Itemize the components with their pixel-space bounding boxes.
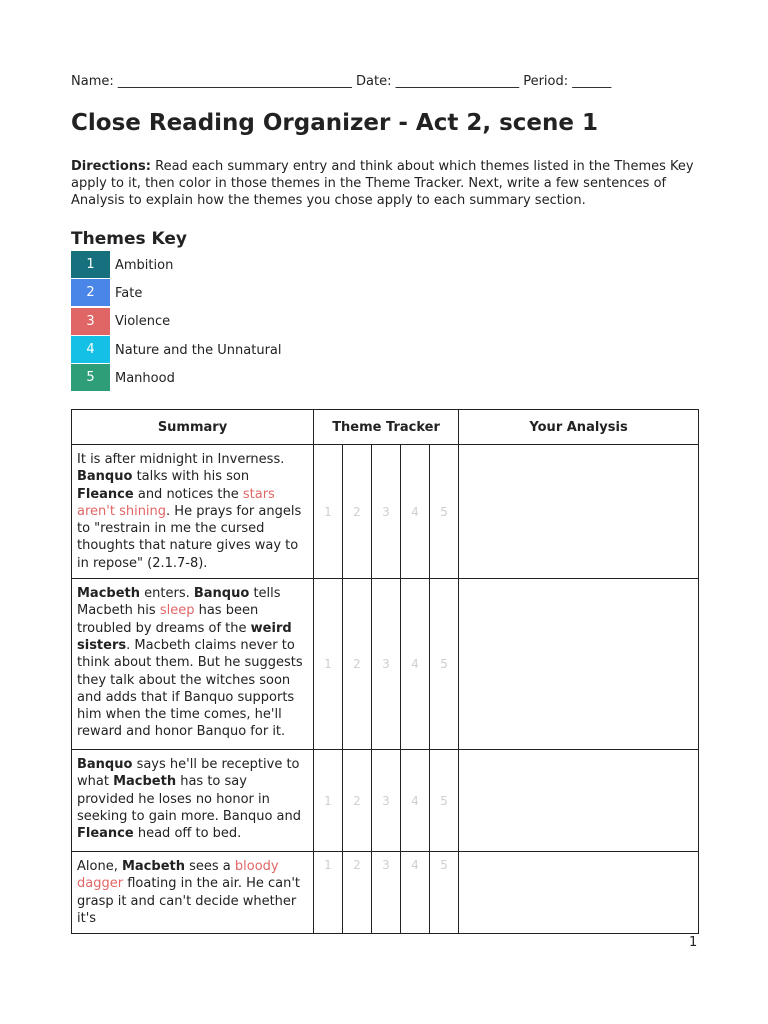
character-name: Macbeth [77,586,141,602]
theme-tracker-cell-2[interactable]: 2 [343,852,372,934]
character-name: weird sisters [77,620,292,653]
close-reading-table [71,409,699,934]
summary-text: It is after midnight in Inverness. [77,452,285,467]
summary-text: sees a [184,859,235,875]
summary-text: and notices the [133,486,243,502]
summary-cell [72,750,314,852]
theme-label: Nature and the Unnatural [115,342,282,358]
table-header-row [72,410,699,445]
analysis-cell[interactable] [459,852,699,934]
themes-key-title: Themes Key [71,229,187,249]
page-title: Close Reading Organizer - Act 2, scene 1 [71,110,599,136]
character-name: Fleance [77,486,134,502]
analysis-cell[interactable] [459,579,699,750]
theme-tracker-cell-5[interactable]: 5 [430,750,459,852]
table-row [72,445,699,579]
summary-cell [72,852,314,934]
theme-number-swatch: 2 [71,279,110,306]
theme-number-swatch: 1 [71,251,110,278]
name-date-period-line: Name: ____________________________________ Date: ___________________ Period: ______ [71,74,612,89]
theme-tracker-cell-1[interactable]: 1 [314,579,343,750]
summary-text: talks with his son [132,469,250,485]
table-row [72,852,699,934]
directions-label: Directions: [71,159,151,174]
analysis-header: Your Analysis [459,410,699,445]
theme-tracker-cell-3[interactable]: 3 [372,445,401,579]
theme-tracker-cell-5[interactable]: 5 [430,445,459,579]
theme-key-row [71,364,282,392]
summary-text: . He prays for angels to "restrain in me the cursed thoughts that nature gives way to in repose" (2.1.7-8). [77,503,302,571]
character-name: Macbeth [121,859,185,875]
summary-text: has been troubled by dreams of the [77,603,259,636]
theme-number-swatch: 3 [71,308,110,335]
summary-cell [72,445,314,579]
theme-tracker-cell-2[interactable]: 2 [343,445,372,579]
summary-text: head off to bed. [133,826,242,842]
summary-text: floating in the air. He can't grasp it and can't decide whether it's [77,876,301,926]
theme-tracker-cell-3[interactable]: 3 [372,579,401,750]
table-row [72,750,699,852]
directions [71,158,701,209]
summary-text: enters. [140,586,194,602]
character-name: Macbeth [113,774,177,790]
theme-tracker-cell-3[interactable]: 3 [372,750,401,852]
theme-tracker-cell-2[interactable]: 2 [343,579,372,750]
theme-tracker-cell-5[interactable]: 5 [430,852,459,934]
theme-tracker-header: Theme Tracker [314,410,459,445]
highlighted-phrase: sleep [159,603,195,619]
theme-label: Violence [115,314,171,330]
highlighted-phrase: stars aren't shining [77,486,275,519]
theme-tracker-cell-4[interactable]: 4 [401,852,430,934]
summary-text: . Macbeth claims never to think about them. But he suggests they talk about the witches soon and adds that if Banquo supports him when the time comes, he'll reward and honor Banquo for it. [77,637,303,740]
theme-tracker-cell-1[interactable]: 1 [314,445,343,579]
themes-key [71,251,282,392]
summary-text: tells Macbeth his [77,586,281,619]
analysis-cell[interactable] [459,445,699,579]
theme-tracker-cell-3[interactable]: 3 [372,852,401,934]
theme-tracker-cell-5[interactable]: 5 [430,579,459,750]
theme-label: Ambition [115,257,174,273]
theme-label: Fate [115,285,143,301]
theme-key-row [71,336,282,364]
character-name: Banquo [77,469,133,485]
summary-text: says he'll be receptive to what [77,757,300,790]
summary-text: has to say provided he loses no honor in seeking to gain more. Banquo and [77,774,302,824]
theme-tracker-cell-2[interactable]: 2 [343,750,372,852]
summary-cell [72,579,314,750]
analysis-cell[interactable] [459,750,699,852]
summary-text: Alone, [77,859,122,875]
directions-text: Read each summary entry and think about which themes listed in the Themes Key apply to it, then color in those themes in the Theme Tracker. Next, write a few sentences of Analysis to explain how the themes you chose apply to each summary section. [71,159,694,208]
table-row [72,579,699,750]
theme-number-swatch: 4 [71,336,110,363]
theme-key-row [71,279,282,307]
theme-tracker-cell-4[interactable]: 4 [401,750,430,852]
highlighted-phrase: bloody dagger [77,859,279,892]
character-name: Banquo [77,757,133,773]
theme-number-swatch: 5 [71,364,110,391]
character-name: Banquo [193,586,250,602]
character-name: Fleance [77,826,134,842]
theme-tracker-cell-1[interactable]: 1 [314,852,343,934]
summary-header: Summary [72,410,314,445]
theme-key-row [71,308,282,336]
theme-label: Manhood [115,370,175,386]
theme-tracker-cell-1[interactable]: 1 [314,750,343,852]
theme-tracker-cell-4[interactable]: 4 [401,579,430,750]
page-number: 1 [689,935,698,950]
theme-tracker-cell-4[interactable]: 4 [401,445,430,579]
theme-key-row [71,251,282,279]
